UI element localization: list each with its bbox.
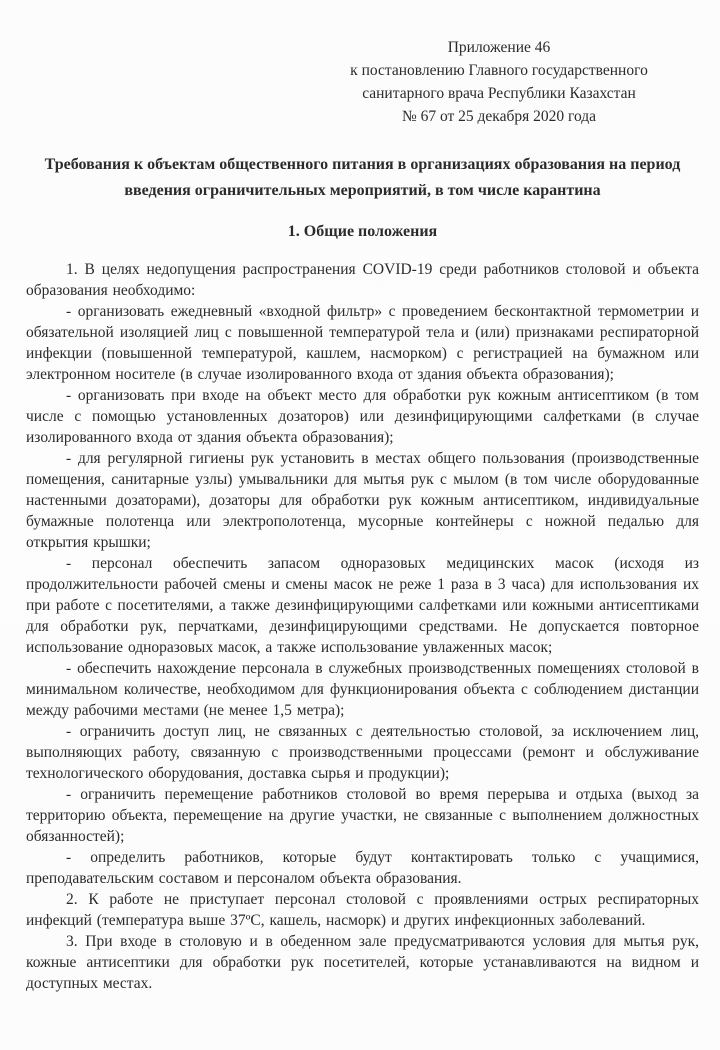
paragraph-bullet-hand-hygiene: - для регулярной гигиены рук установить в местах общего пользования (производственные помещения, санитарные узлы) умывальники для мытья рук с мылом (в том числе оборудованные настенными дозаторами), дозаторы для обработки рук кожным антисептиком, индивидуальные бумажные полотенца или электрополотенца, мусорные контейнеры с ножной педалью для открытия крышки;: [26, 450, 699, 551]
header-line-number-date: № 67 от 25 декабря 2020 года: [401, 108, 597, 125]
document-header-block: [299, 36, 699, 128]
header-line-authority: санитарного врача Республики Казахстан: [362, 85, 636, 102]
paragraph-bullet-contact-workers: - определить работников, которые будут контактировать только с учащимися, преподавательским составом и персоналом объекта образования.: [26, 849, 699, 887]
header-line-appendix: Приложение 46: [447, 39, 551, 56]
paragraph-bullet-movement-restriction: - ограничить перемещение работников столовой во время перерыва и отдыха (выход за территорию объекта, перемещение на другие участки, не связанные с выполнением должностных обязанностей);: [26, 786, 699, 845]
paragraph-item-1: 1. В целях недопущения распространения COVID-19 среди работников столовой и объекта образования необходимо:: [26, 261, 699, 299]
paragraph-item-3: 3. При входе в столовую и в обеденном зале предусматриваются условия для мытья рук, кожные антисептики для обработки рук посетителей, которые устанавливаются на видном и доступных местах.: [26, 933, 699, 992]
paragraph-item-2: 2. К работе не приступает персонал столовой с проявлениями острых респираторных инфекций (температура выше 37ºС, кашель, насморк) и других инфекционных заболеваний.: [26, 891, 699, 929]
header-line-decree: к постановлению Главного государственного: [350, 62, 648, 79]
document-body: [26, 259, 699, 994]
paragraph-bullet-mask-supply: - персонал обеспечить запасом одноразовых медицинских масок (исходя из продолжительности рабочей смены и смены масок не реже 1 раза в 3 часа) для использования их при работе с посетителями, а также дезинфицирующими салфетками или кожными антисептиками для обработки рук, перчатками, дезинфицирующими средствами. Не допускается повторное использование одноразовых масок, а также использование увлаженных масок;: [26, 555, 699, 656]
paragraph-bullet-entry-filter: - организовать ежедневный «входной фильтр» с проведением бесконтактной термометрии и обязательной изоляцией лиц с повышенной температурой тела и (или) признаками респираторной инфекции (повышенной температурой, кашлем, насморком) с регистрацией на бумажном или электронном носителе (в случае изолированного входа от здания объекта образования);: [26, 303, 699, 383]
section-heading-general-provisions: 1. Общие положения: [287, 223, 438, 240]
document-title: Требования к объектам общественного питания в организациях образования на период введения ограничительных мероприятий, в том числе карантина: [44, 156, 681, 199]
paragraph-bullet-staff-minimum: - обеспечить нахождение персонала в служебных производственных помещениях столовой в минимальном количестве, необходимом для функционирования объекта с соблюдением дистанции между рабочими местами (не менее 1,5 метра);: [26, 660, 699, 719]
paragraph-bullet-antiseptic-entry: - организовать при входе на объект место для обработки рук кожным антисептиком (в том числе с помощью установленных дозаторов) или дезинфицирующими салфетками (в случае изолированного входа от здания объекта образования);: [26, 387, 699, 446]
paragraph-bullet-access-restriction: - ограничить доступ лиц, не связанных с деятельностью столовой, за исключением лиц, выполняющих работу, связанную с производственными процессами (ремонт и обслуживание технологического оборудования, доставка сырья и продукции);: [26, 723, 699, 782]
